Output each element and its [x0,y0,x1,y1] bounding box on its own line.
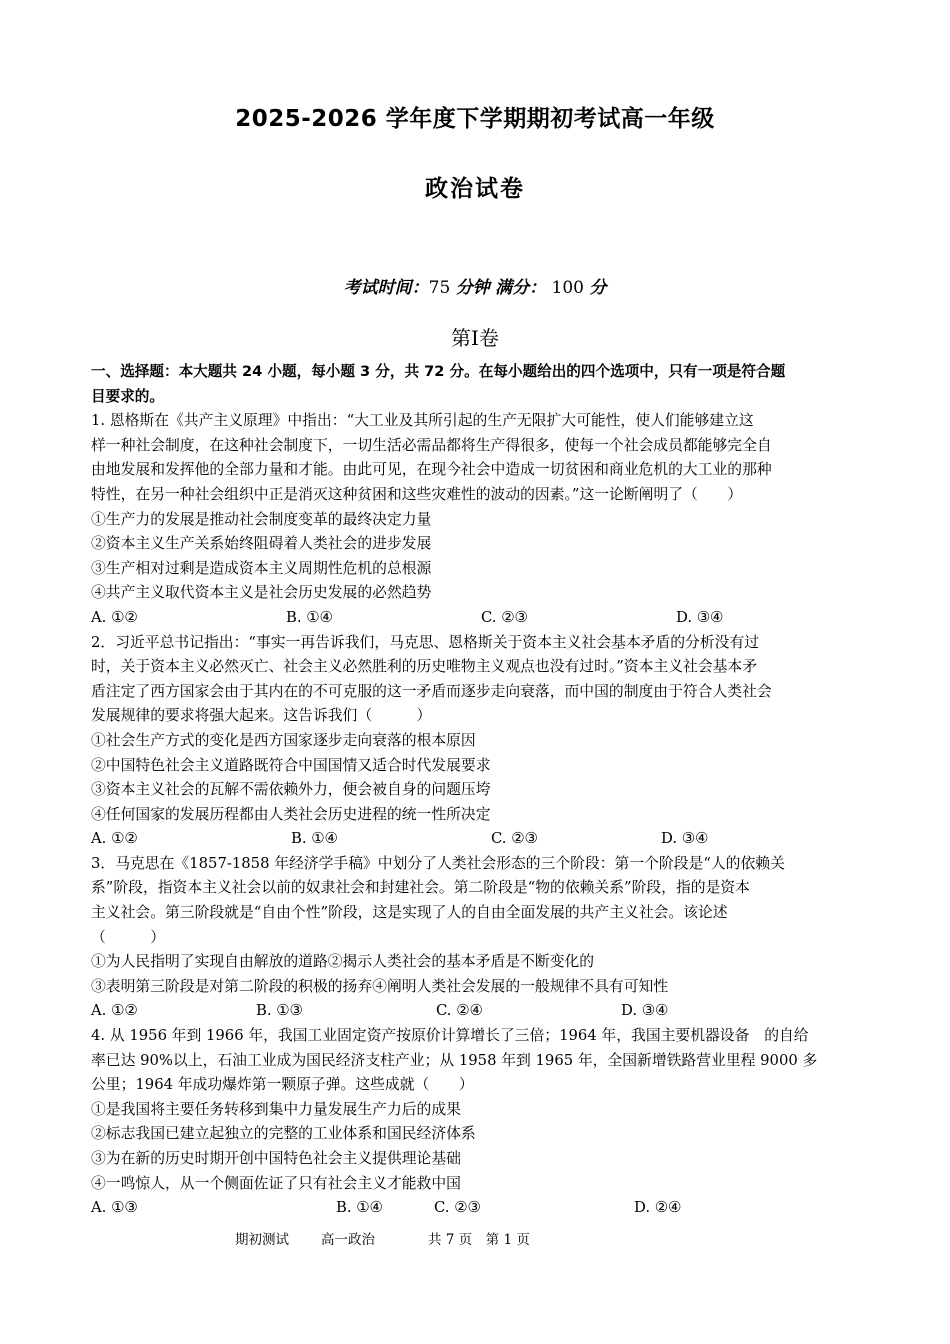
question-stem-line: 系”阶段，指资本主义社会以前的奴隶社会和封建社会。第二阶段是“物的依赖关系”阶段，指的是资本 [91,879,750,897]
option-d: D. ③④ [621,1002,669,1020]
answer-options [91,606,863,631]
question-stem-line: 特性，在另一种社会组织中正是消灭这种贫困和这些灾难性的波动的因素。”这一论断阐明了（ ） [91,485,743,503]
question-item: ①生产力的发展是推动社会制度变革的最终决定力量 [91,510,432,528]
question-item: ④任何国家的发展历程都由人类社会历史进程的统一性所决定 [91,805,491,823]
footer-page-number: 共 7 页 第 1 页 [428,1232,530,1248]
section-line: 目要求的。 [91,387,164,405]
question-stem-line: 样一种社会制度，在这种社会制度下，一切生活必需品都将生产得很多，使每一个社会成员都能够完全自 [91,436,772,454]
option-b: B. ①④ [286,608,333,626]
volume-heading: 第Ⅰ卷 [451,326,499,350]
question-stem-line: 公里；1964 年成功爆炸第一颗原子弹。这些成就（ ） [91,1076,474,1094]
answer-options [91,1196,863,1221]
section-instructions [91,360,863,409]
question-stem-line: 4. 从 1956 年到 1966 年，我国工业固定资产按原价计算增长了三倍；1964 年，我国主要机器设备 的自给 [91,1027,809,1045]
full-score-label: 满分： [495,278,547,298]
footer-exam-name: 期初测试 [235,1232,289,1248]
option-b: B. ①③ [256,1002,303,1020]
question-item: ②标志我国已建立起独立的完整的工业体系和国民经济体系 [91,1125,476,1143]
exam-time-unit: 分钟 [455,278,490,298]
exam-title: 2025-2026 学年度下学期期初考试高一年级 [235,106,715,132]
question-stem-line: （ ） [91,928,165,946]
question-1 [91,409,863,630]
exam-time-value: 75 [428,278,451,298]
question-item: ③生产相对过剩是造成资本主义周期性危机的总根源 [91,559,432,577]
question-stem-line: 盾注定了西方国家会由于其内在的不可克服的这一矛盾而逐步走向衰落，而中国的制度由于符合人类社会 [91,682,772,700]
option-a: A. ①② [91,830,138,848]
question-item: ②资本主义生产关系始终阻碍着人类社会的进步发展 [91,535,432,553]
question-item: ①为人民指明了实现自由解放的道路②揭示人类社会的基本矛盾是不断变化的 [91,953,595,971]
question-item: ①是我国将主要任务转移到集中力量发展生产力后的成果 [91,1100,461,1118]
question-stem-line: 主义社会。第三阶段就是“自由个性”阶段，这是实现了人的自由全面发展的共产主义社会。该论述 [91,904,728,922]
question-stem-line: 时，关于资本主义必然灭亡、社会主义必然胜利的历史唯物主义观点也没有过时。”资本主义社会基本矛 [91,658,758,676]
question-stem-line: 发展规律的要求将强大起来。这告诉我们（ ） [91,707,432,725]
exam-time-label: 考试时间： [343,278,429,298]
question-2 [91,631,863,852]
option-c: C. ②④ [436,1002,483,1020]
option-c: C. ②③ [434,1199,481,1217]
question-item: ①社会生产方式的变化是西方国家逐步走向衰落的根本原因 [91,731,476,749]
full-score-value: 100 [551,278,584,298]
option-a: A. ①② [91,608,138,626]
option-c: C. ②③ [481,608,528,626]
answer-options [91,999,863,1024]
option-d: D. ②④ [634,1199,682,1217]
question-item: ③资本主义社会的瓦解不需依赖外力，便会被自身的问题压垮 [91,781,491,799]
option-a: A. ①③ [91,1199,138,1217]
answer-options [91,827,863,852]
option-d: D. ③④ [661,830,709,848]
exam-info [0,273,950,298]
question-item: ③为在新的历史时期开创中国特色社会主义提供理论基础 [91,1150,461,1167]
footer-subject: 高一政治 [321,1232,375,1248]
option-d: D. ③④ [676,608,724,626]
option-b: B. ①④ [336,1199,383,1217]
question-item: ④一鸣惊人，从一个侧面佐证了只有社会主义才能救中国 [91,1174,461,1192]
question-item: ③表明第三阶段是对第二阶段的积极的扬弃④阐明人类社会发展的一般规律不具有可知性 [91,977,669,995]
subject-title: 政治试卷 [425,176,525,202]
option-a: A. ①② [91,1002,138,1020]
question-stem-line: 2．习近平总书记指出：“事实一再告诉我们，马克思、恩格斯关于资本主义社会基本矛盾的分析没有过 [91,633,760,651]
question-item: ②中国特色社会主义道路既符合中国国情又适合时代发展要求 [91,756,491,774]
exam-content [91,360,863,1221]
option-c: C. ②③ [491,830,538,848]
full-score-unit: 分 [589,278,607,298]
question-stem-line: 1. 恩格斯在《共产主义原理》中指出：“大工业及其所引起的生产无限扩大可能性，使人们能够建立这 [91,412,754,430]
question-stem-line: 3．马克思在《1857-1858 年经济学手稿》中划分了人类社会形态的三个阶段：第一个阶段是“人的依赖关 [91,854,785,872]
question-stem-line: 率已达 90%以上，石油工业成为国民经济支柱产业；从 1958 年到 1965 年，全国新增铁路营业里程 9000 多 [91,1051,818,1069]
question-stem-line: 由地发展和发挥他的全部力量和才能。由此可见，在现今社会中造成一切贫困和商业危机的大工业的那种 [91,461,772,479]
section-line: 一、选择题：本大题共 24 小题，每小题 3 分，共 72 分。在每小题给出的四个选项中，只有一项是符合题 [91,363,786,380]
question-4 [91,1024,863,1221]
question-item: ④共产主义取代资本主义是社会历史发展的必然趋势 [91,584,432,602]
option-b: B. ①④ [291,830,338,848]
question-3 [91,852,863,1024]
